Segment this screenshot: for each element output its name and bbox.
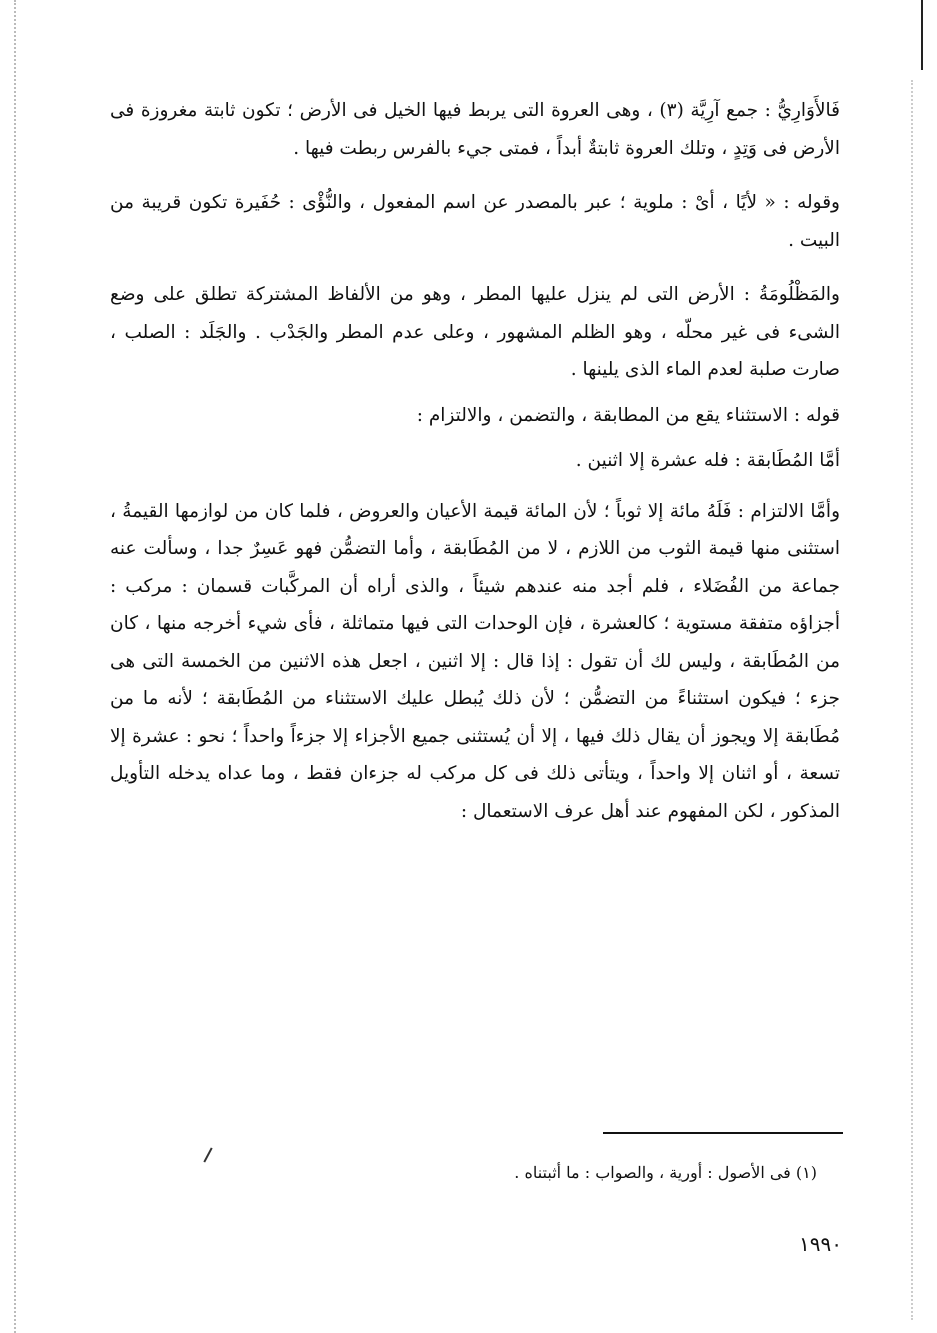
main-text-block <box>110 92 840 830</box>
paragraph-iltizam: وأمَّا الالتزام : فَلَهُ مائة إلا ثوباً ؛ لأن المائة قيمة الأعيان والعروض ، فلما كان من لوازمها القيمةُ ، استثنى منها قيمة الثوب من اللازم ، لا من المُطَابقة ، وأما التضمُّن فهو عَسِرٌ جدا ، وسألت عنه جماعة من الفُضَلاء ، فلم أجد منه عندهم شيئاً ، والذى أراه أن المركَّبات قسمان : مركب : أجزاؤه متفقة مستوية ؛ كالعشرة ، فإن الوحدات التى فيها متماثلة ، فأى شيء أخرجه منها ، كان من المُطَابقة ، وليس لك أن تقول : إذا قال : إلا اثنين ، اجعل هذه الاثنين من الخمسة التى هى جزء ؛ فيكون استثناءً من التضمُّن ؛ لأن ذلك يُبطل عليك الاستثناء من المُطَابقة ؛ لأنه ما من مُطَابقة إلا ويجوز أن يقال ذلك فيها ، إلا أن يُستثنى جميع الأجزاء إلا جزءاً واحداً ؛ نحو : عشرة إلا تسعة ، أو اثنان إلا واحداً ، ويتأتى ذلك فى كل مركب له جزءان فقط ، وما عداه يدخله التأويل المذكور ، لكن المفهوم عند أهل عرف الاستعمال : <box>110 500 840 822</box>
paragraph-mazluma: والمَظْلُومَةُ : الأرض التى لم ينزل عليها المطر ، وهو من الألفاظ المشتركة تطلق على وضع الشىء فى غير محلّه ، وهو الظلم المشهور ، وعلى عدم المطر والجَدْب . والجَلَد : الصلب ، صارت صلبة لعدم الماء الذى يلينها . <box>110 284 840 380</box>
scan-dot-border-left <box>14 0 16 1333</box>
page-number: ١٩٩٠ <box>799 1232 842 1256</box>
paragraph-mutabaqa: أمَّا المُطَابقة : فله عشرة إلا اثنين . <box>575 450 840 471</box>
footnote: (١) فى الأصول : أورية ، والصواب : ما أثبتناه . <box>514 1163 817 1182</box>
paragraph-istithna-types: قوله : الاستثناء يقع من المطابقة ، والتضمن ، والالتزام : <box>416 404 840 426</box>
scan-edge-line <box>921 0 923 70</box>
scan-dot-border-right <box>911 80 913 1320</box>
paragraph-awari: فَالأَوَارِيُّ : جمع آرِيَّة (٣) ، وهى العروة التى يربط فيها الخيل فى الأرض ؛ تكون ثابتة مغروزة فى الأرض فى وَتِدٍ ، وتلك العروة ثابتةٌ أبداً ، فمتى جيء بالفرس ربطت فيها . <box>110 100 840 159</box>
stray-pen-mark <box>203 1147 212 1162</box>
footnote-separator <box>603 1132 843 1134</box>
paragraph-layan: وقوله : « لأيًا ، أىْ : ملوية ؛ عبر بالمصدر عن اسم المفعول ، والنُّؤْى : حُفَيرة تكون قريبة من البيت . <box>110 192 840 251</box>
